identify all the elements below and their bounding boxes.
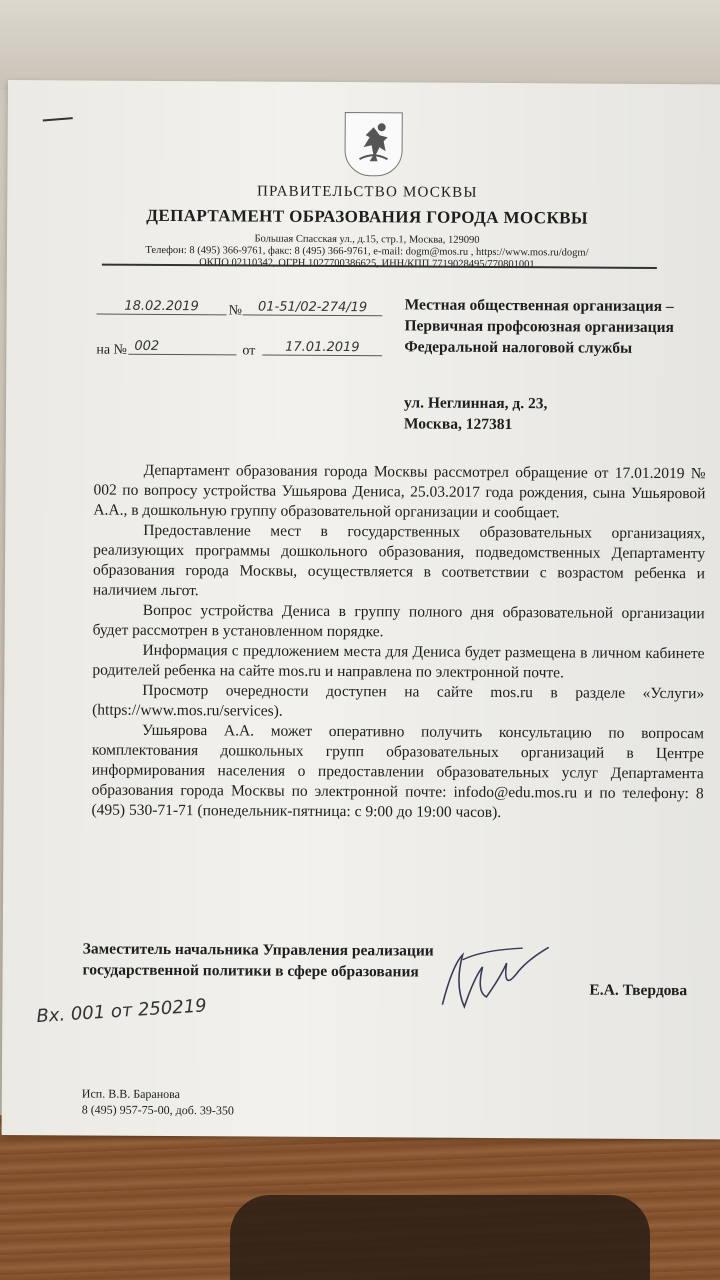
paragraph: Ушьярова А.А. может оперативно получить консультацию по вопросам комплектования дошкольных групп образовательных организаций в Центре информирования населения о предоставлении образовательных услуг Департамента образования города Москвы по электронной почте: infodo@edu.mos.ru и по телефону: 8 (495) 530-71-71 (понедельник-пятница: с 9:00 до 19:00 часов).: [91, 721, 705, 822]
executor-block: [82, 1085, 234, 1118]
paragraph: Информация с предложением места для Дениса будет размещена в личном кабинете родителей ребенка на сайте mos.ru и направлена по электронной почте.: [92, 641, 705, 682]
recipient-address: [404, 392, 694, 436]
desk-shadow: [230, 1195, 650, 1280]
moscow-coat-of-arms-icon: [344, 112, 402, 176]
outgoing-date: 18.02.2019: [97, 299, 227, 316]
to-number-prefix: на №: [96, 342, 127, 358]
department-address: Большая Спасская ул., д.15, стр.1, Москва, 129090: [254, 233, 480, 246]
letter-page: [2, 80, 720, 1139]
background-wall: [0, 0, 720, 90]
signatory-name: Е.А. Твердова: [589, 981, 688, 1000]
executor-name: Исп. В.В. Баранова: [81, 1086, 181, 1102]
recipient-organization: Местная общественная организация – Первичная профсоюзная организация Федеральной налоговой службы: [404, 296, 675, 357]
signatory-title: Заместитель начальника Управления реализации государственной политики в сфере образования: [82, 940, 434, 981]
number-prefix: №: [228, 303, 242, 319]
department-header: ДЕПАРТАМЕНТ ОБРАЗОВАНИЯ ГОРОДА МОСКВЫ: [146, 205, 589, 228]
incoming-date: 17.01.2019: [262, 340, 382, 357]
executor-phone: 8 (495) 957-75-00, доб. 39-350: [81, 1102, 234, 1118]
handwritten-signature: [432, 935, 563, 1026]
letter-body: [91, 461, 705, 825]
government-header: ПРАВИТЕЛЬСТВО МОСКВЫ: [256, 183, 478, 201]
recipient-street: ул. Неглинная, д. 23,: [403, 394, 548, 413]
department-contacts: Телефон: 8 (495) 366-9761, факс: 8 (495) 366-9761, e-mail: dogm@mos.ru , https://www.mos.ru/dogm/: [145, 244, 589, 259]
paragraph: Предоставление мест в государственных образовательных организациях, реализующих программы дошкольного образования, подведомственных Департаменту образования города Москвы, осуществляется в соответствии с возрастом ребенка и наличием льгот.: [92, 521, 706, 600]
department-codes: ОКПО 02110342, ОГРН 1027700386625, ИНН/КПП 7719028495/770801001: [199, 257, 535, 271]
from-date-prefix: от: [242, 343, 256, 359]
incoming-registration-note: Вх. 001 от 250219: [35, 995, 208, 1028]
paragraph: Просмотр очередности доступен на сайте mos.ru в разделе «Услуги» (https://www.mos.ru/services).: [92, 681, 705, 720]
corner-mark: [43, 117, 73, 121]
incoming-number: 002: [128, 339, 236, 356]
paragraph: Вопрос устройства Дениса в группу полного дня образовательной организации будет рассмотрен в установленном порядке.: [92, 601, 705, 641]
recipient-city: Москва, 127381: [403, 415, 513, 434]
outgoing-number: 01-51/02-274/19: [243, 299, 383, 316]
paragraph: Департамент образования города Москвы рассмотрел обращение от 17.01.2019 № 002 по вопросу устройства Ушьярова Дениса, 25.03.2017 года рождения, сына Ушьяровой А.А., в дошкольную группу образовательной организации и сообщает.: [93, 461, 706, 522]
